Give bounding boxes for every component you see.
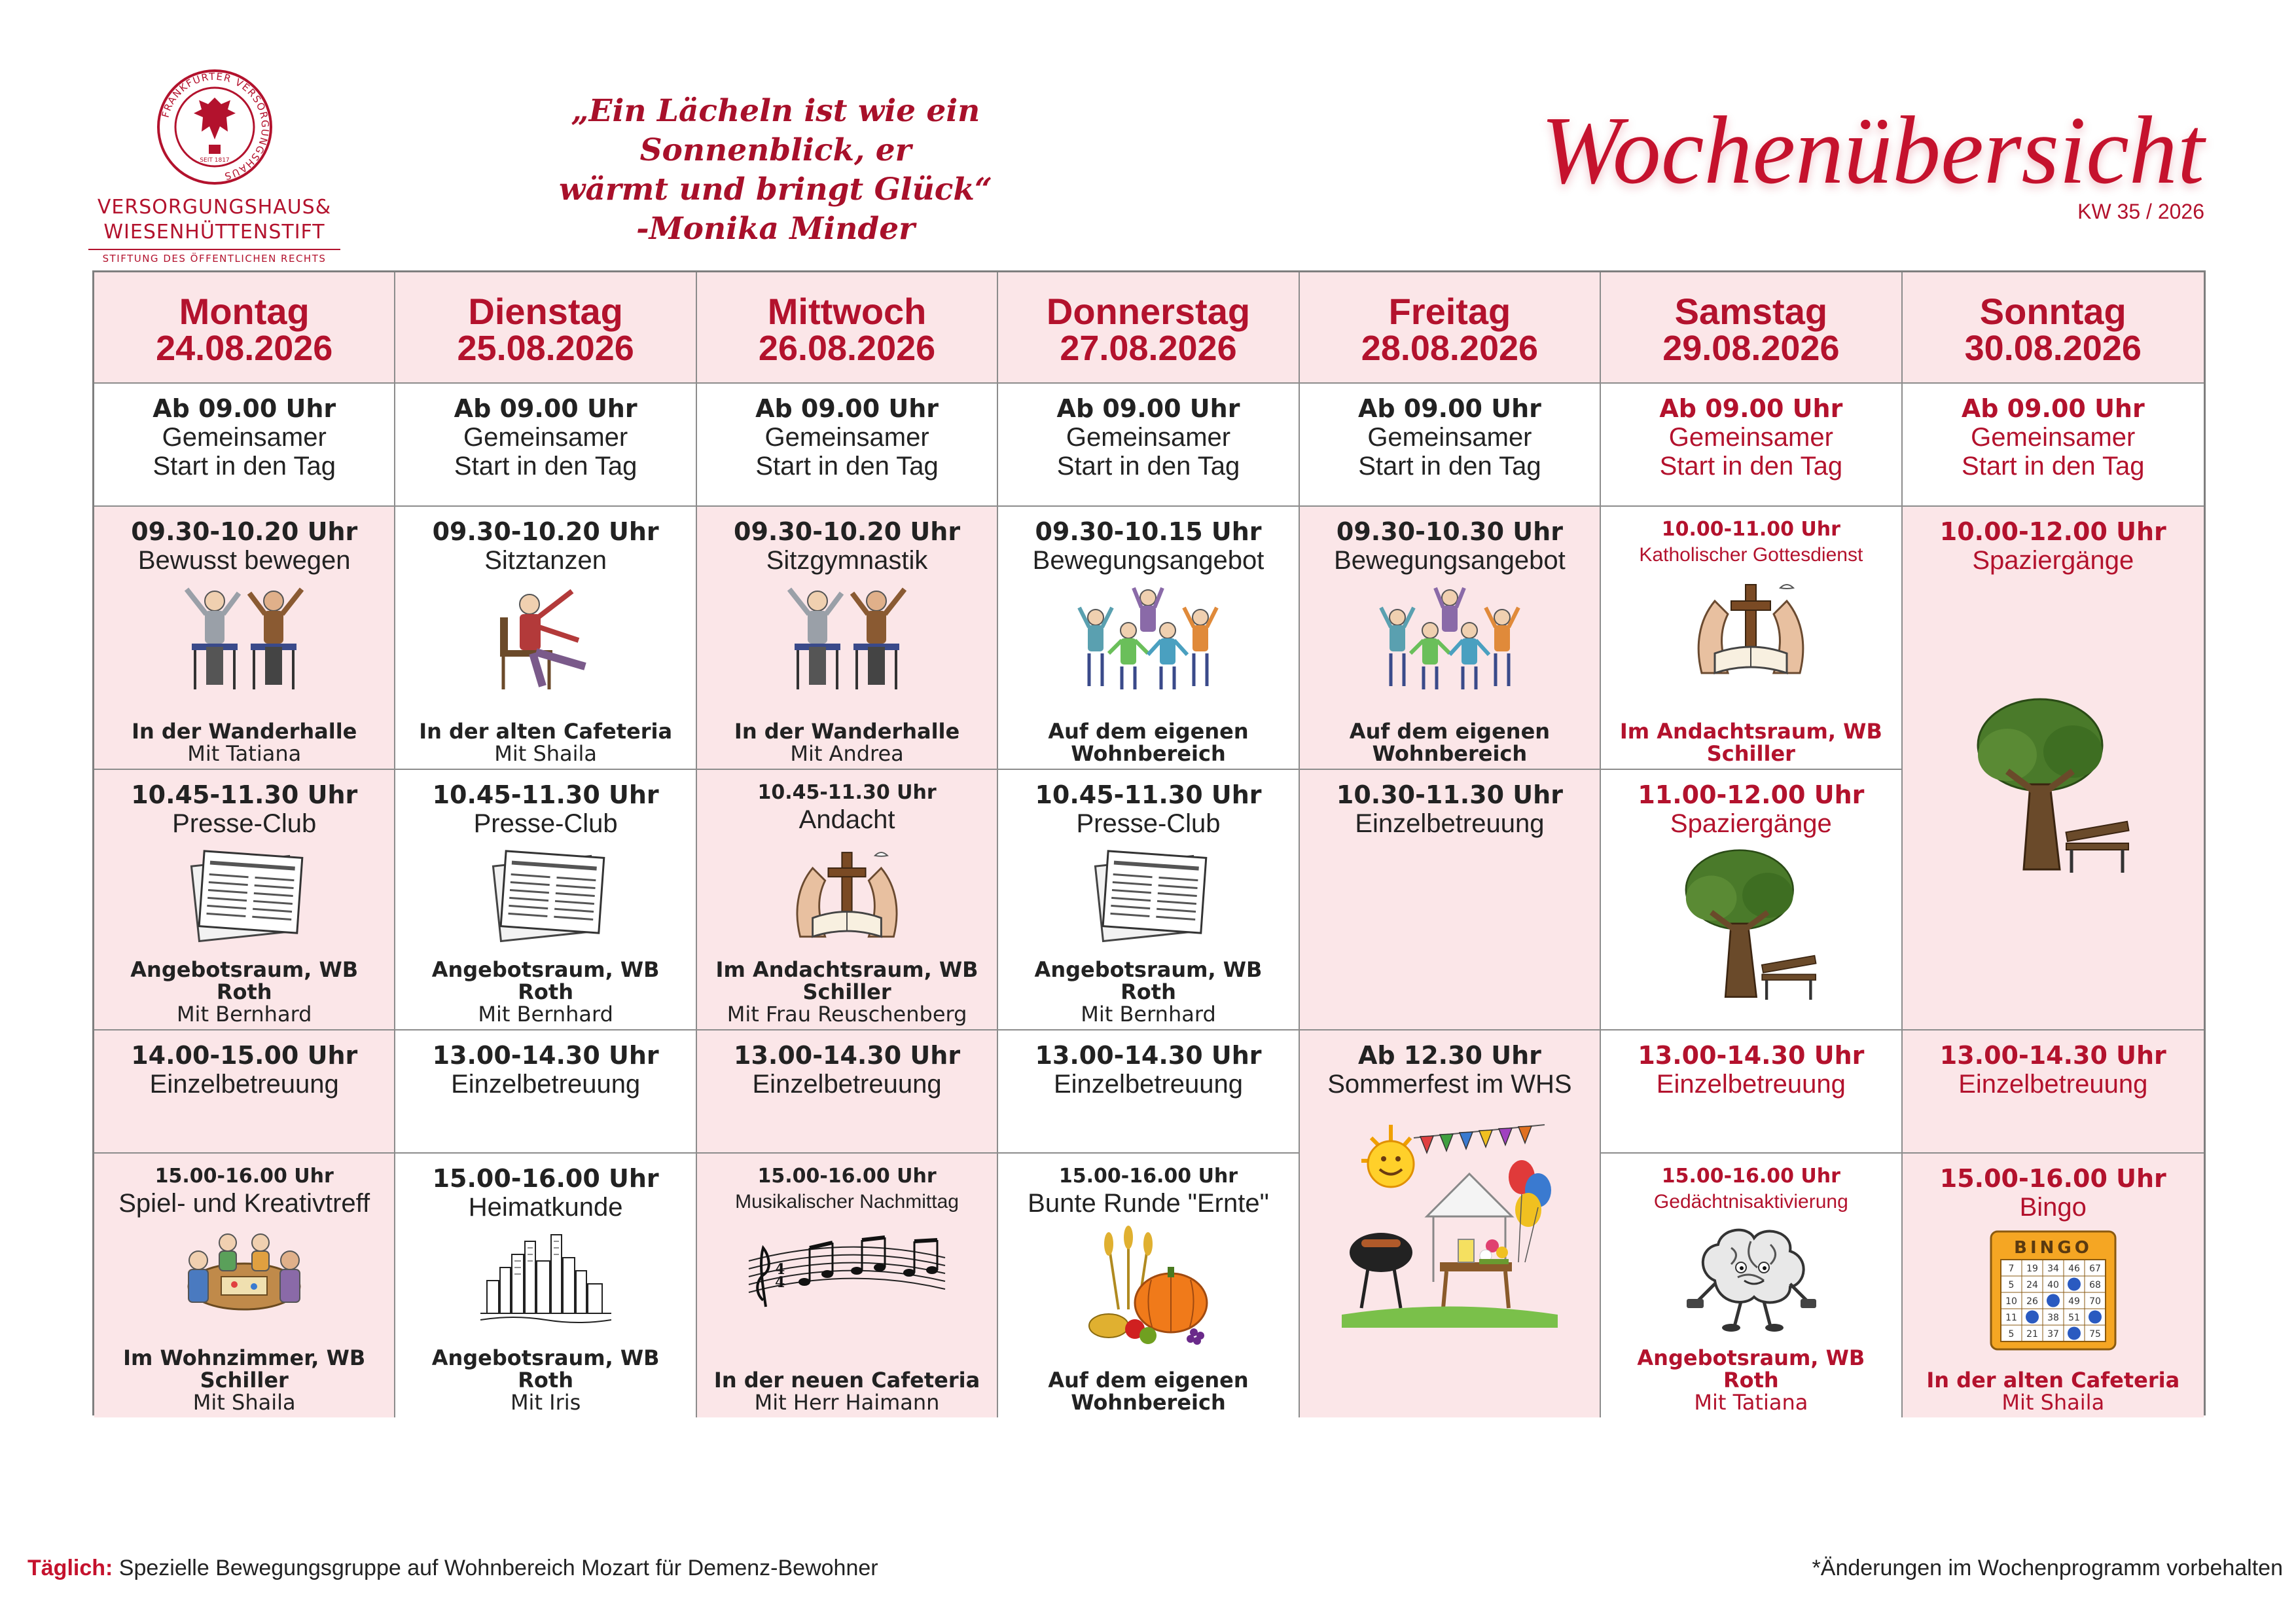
event-cell: Ab 09.00 Uhr Gemeinsamer Start in den Tag [395,384,696,507]
day-header-samstag: Samstag 29.08.2026 [1601,272,1902,384]
event-cell: 15.00-16.00 Uhr Spiel- und Kreativtreff Im Wohnzimmer, WB Schiller Mit Shaila [94,1154,395,1417]
bingo-marker [2026,1311,2039,1324]
seated-dance-icon [480,581,611,693]
seniors-exercising-icon [781,581,912,693]
event-cell: 15.00-16.00 Uhr Musikalischer Nachmittag 4 4 In der neuen Cafeteria Mit Herr Haimann [697,1154,998,1417]
newspaper-icon [480,845,611,943]
event-cell: 13.00-14.30 Uhr Einzelbetreuung [1903,1030,2204,1154]
daily-note [27,1556,878,1581]
bingo-number: 38 [2047,1313,2059,1323]
bingo-number: 68 [2089,1280,2101,1290]
day-header-donnerstag: Donnerstag 27.08.2026 [998,272,1299,384]
quote-line: wärmt und bringt Glück“ [558,172,993,208]
harvest-icon [1079,1224,1217,1349]
seniors-exercising-icon [179,581,310,693]
event-cell: 09.30-10.30 Uhr Bewegungsangebot Auf dem eigenen Wohnbereich [1300,507,1601,770]
city-skyline-icon [480,1228,611,1326]
bingo-marker [2068,1327,2081,1340]
schedule-table [92,270,2206,1415]
svg-text:4: 4 [775,1261,785,1278]
event-cell: 09.30-10.20 Uhr Bewusst bewegen In der Wanderhalle Mit Tatiana [94,507,395,770]
quote [488,92,1064,249]
bingo-number: 40 [2047,1280,2059,1290]
bingo-number: 21 [2026,1329,2038,1340]
svg-text:BINGO: BINGO [2013,1238,2092,1258]
board-game-icon [179,1224,310,1322]
day-header-freitag: Freitag 28.08.2026 [1300,272,1601,384]
brain-icon [1685,1222,1816,1333]
music-notes-icon [742,1222,952,1313]
logo [88,69,340,272]
group-exercise-icon [1069,581,1227,693]
event-cell: 15.00-16.00 Uhr Heimatkunde Angebotsraum, WB Roth Mit Iris [395,1154,696,1417]
event-cell: 13.00-14.30 Uhr Einzelbetreuung [998,1030,1299,1154]
group-exercise-icon [1371,581,1528,693]
event-cell: Ab 09.00 Uhr Gemeinsamer Start in den Tag [1300,384,1601,507]
event-cell: 10.45-11.30 Uhr Presse-Club Angebotsraum, WB Roth Mit Bernhard [998,770,1299,1030]
event-cell: 15.00-16.00 Uhr Gedächtnisaktivierung Angebotsraum, WB Roth Mit Tatiana [1601,1154,1902,1417]
event-cell: Ab 09.00 Uhr Gemeinsamer Start in den Tag [697,384,998,507]
event-cell: 14.00-15.00 Uhr Einzelbetreuung [94,1030,395,1154]
logo-subline: STIFTUNG DES ÖFFENTLICHEN RECHTS [88,249,340,264]
newspaper-icon [179,845,310,943]
day-header-montag: Montag 24.08.2026 [94,272,395,384]
event-cell: 10.45-11.30 Uhr Andacht Im Andachtsraum, WB Schiller Mit Frau Reuschenberg [697,770,998,1030]
bingo-number: 75 [2089,1329,2101,1340]
bingo-card-icon [1988,1228,2119,1353]
quote-author: -Monika Minder [636,211,915,247]
bingo-number: 70 [2089,1296,2101,1307]
day-header-mittwoch: Mittwoch 26.08.2026 [697,272,998,384]
event-cell: 10.30-11.30 Uhr Einzelbetreuung [1300,770,1601,1030]
event-cell: 15.00-16.00 Uhr Bingo BINGO 7 19 34 46 67 5 24 40 68 10 26 49 70 11 38 51 5 21 37 75 In der alten Cafeteria Mit Shaila [1903,1154,2204,1417]
event-cell: 10.45-11.30 Uhr Presse-Club Angebotsraum, WB Roth Mit Bernhard [395,770,696,1030]
seal-icon [156,69,273,185]
bingo-number: 19 [2026,1264,2038,1274]
event-cell: 11.00-12.00 Uhr Spaziergänge [1601,770,1902,1030]
event-cell: 10.00-12.00 Uhr Spaziergänge [1903,507,2204,1030]
event-cell: 13.00-14.30 Uhr Einzelbetreuung [697,1030,998,1154]
bingo-number: 11 [2005,1313,2017,1323]
event-cell: 10.00-11.00 Uhr Katholischer Gottesdienst Im Andachtsraum, WB Schiller [1601,507,1902,770]
changes-note: *Änderungen im Wochenprogramm vorbehalten [1812,1556,2283,1580]
day-header-dienstag: Dienstag 25.08.2026 [395,272,696,384]
daily-text: Spezielle Bewegungsgruppe auf Wohnbereich Mozart für Demenz-Bewohner [113,1556,878,1580]
bingo-marker [2089,1311,2102,1324]
page-title: Wochenübersicht [1541,97,2204,204]
bingo-number: 49 [2068,1296,2080,1307]
daily-label: Täglich: [27,1556,113,1580]
cross-bible-icon [1682,575,1820,680]
bingo-number: 34 [2047,1264,2059,1274]
calendar-week: KW 35 / 2026 [2077,200,2204,223]
event-cell: Ab 09.00 Uhr Gemeinsamer Start in den Tag [1601,384,1902,507]
bingo-number: 26 [2026,1296,2038,1307]
event-cell: Ab 09.00 Uhr Gemeinsamer Start in den Tag [94,384,395,507]
bingo-number: 5 [2008,1280,2015,1290]
svg-text:FRANKFURTER VERSORGUNGSHAUS: FRANKFURTER VERSORGUNGSHAUS [159,70,272,183]
event-cell: 09.30-10.15 Uhr Bewegungsangebot Auf dem eigenen Wohnbereich [998,507,1299,770]
day-header-sonntag: Sonntag 30.08.2026 [1903,272,2204,384]
event-cell: Ab 12.30 Uhr Sommerfest im WHS [1300,1030,1601,1417]
event-cell: 10.45-11.30 Uhr Presse-Club Angebotsraum, WB Roth Mit Bernhard [94,770,395,1030]
event-cell: 09.30-10.20 Uhr Sitzgymnastik In der Wanderhalle Mit Andrea [697,507,998,770]
event-cell: Ab 09.00 Uhr Gemeinsamer Start in den Tag [998,384,1299,507]
event-cell: 09.30-10.20 Uhr Sitztanzen In der alten Cafeteria Mit Shaila [395,507,696,770]
bingo-number: 5 [2008,1329,2015,1340]
bingo-marker [2068,1278,2081,1291]
newspaper-icon [1083,845,1213,943]
bingo-number: 10 [2005,1296,2017,1307]
bingo-number: 67 [2089,1264,2101,1274]
tree-bench-icon [1676,845,1826,1008]
tree-bench-icon [1968,693,2138,883]
event-cell: Ab 09.00 Uhr Gemeinsamer Start in den Tag [1903,384,2204,507]
bingo-number: 24 [2026,1280,2038,1290]
bingo-number: 51 [2068,1313,2080,1323]
quote-line: Sonnenblick, er [639,132,912,168]
svg-text:SEIT 1817: SEIT 1817 [200,157,230,164]
cross-bible-icon [781,841,912,945]
event-cell: 13.00-14.30 Uhr Einzelbetreuung [1601,1030,1902,1154]
bingo-number: 7 [2008,1264,2015,1274]
event-cell: 13.00-14.30 Uhr Einzelbetreuung [395,1030,696,1154]
svg-text:4: 4 [775,1274,785,1291]
logo-name: VERSORGUNGSHAUS& WIESENHÜTTENSTIFT [97,196,332,244]
summer-party-icon [1342,1112,1558,1328]
bingo-number: 46 [2068,1264,2080,1274]
bingo-marker [2047,1294,2060,1307]
quote-line: „Ein Lächeln ist wie ein [571,93,980,129]
event-cell: 15.00-16.00 Uhr Bunte Runde "Ernte" Auf dem eigenen Wohnbereich [998,1154,1299,1417]
bingo-number: 37 [2047,1329,2059,1340]
